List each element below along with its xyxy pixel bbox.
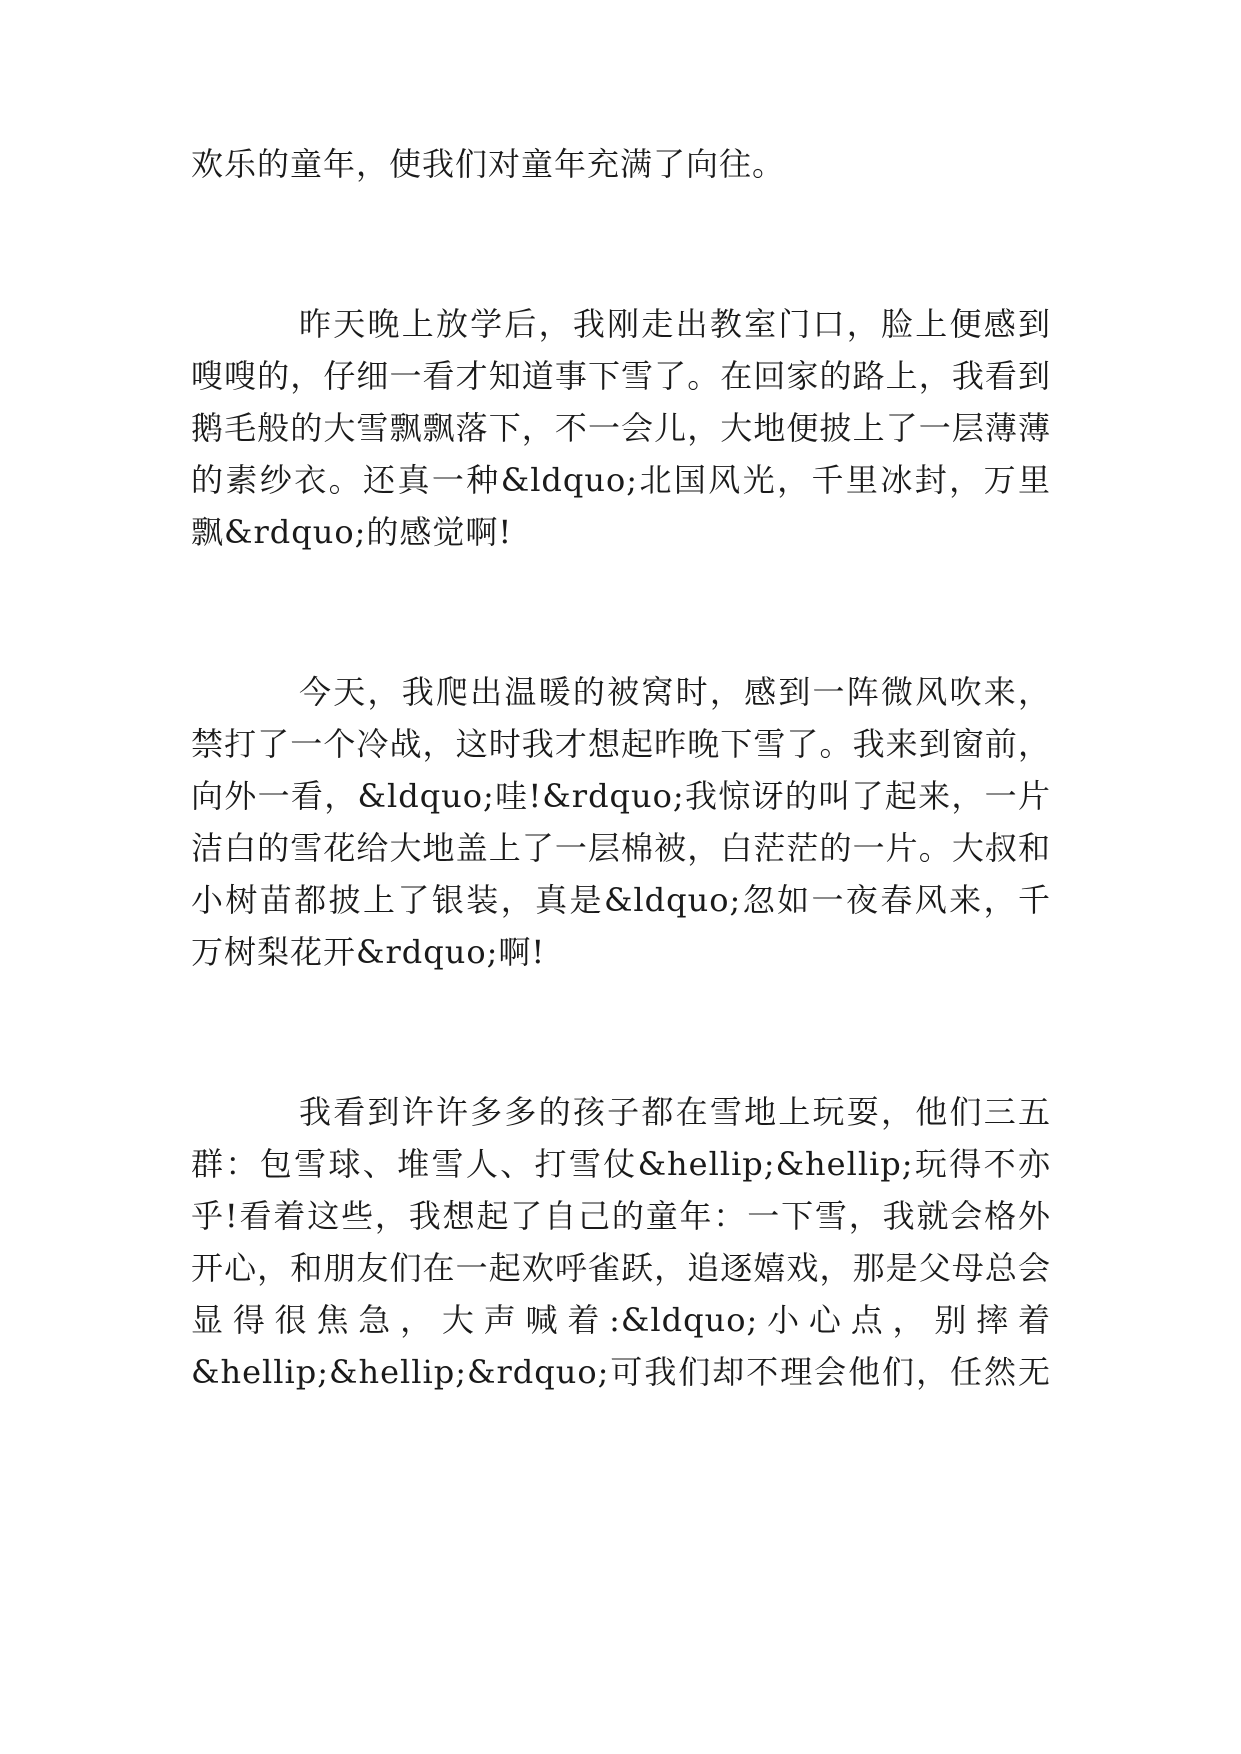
text-line: 嗖嗖的，仔细一看才知道事下雪了。在回家的路上，我看到	[191, 357, 1051, 395]
text-line: 我看到许许多多的孩子都在雪地上玩耍，他们三五	[299, 1093, 1051, 1131]
text-line: 显得很焦急，大声喊着:&ldquo;小心点，别摔着	[191, 1301, 1051, 1339]
text-line: 洁白的雪花给大地盖上了一层棉被，白茫茫的一片。大叔和	[191, 829, 1051, 867]
text-line: 昨天晚上放学后，我刚走出教室门口，脸上便感到	[299, 305, 1051, 343]
text-line: 小树苗都披上了银装，真是&ldquo;忽如一夜春风来，千	[191, 881, 1051, 919]
text-line: 的素纱衣。还真一种&ldquo;北国风光，千里冰封，万里	[191, 461, 1051, 499]
text-line: 飘&rdquo;的感觉啊!	[191, 513, 513, 551]
text-line: 乎!看着这些，我想起了自己的童年：一下雪，我就会格外	[191, 1197, 1051, 1235]
text-line: 向外一看，&ldquo;哇!&rdquo;我惊讶的叫了起来，一片	[191, 777, 1051, 815]
text-line: 禁打了一个冷战，这时我才想起昨晚下雪了。我来到窗前，	[191, 725, 1051, 763]
text-line: 万树梨花开&rdquo;啊!	[191, 933, 546, 971]
text-line: 开心，和朋友们在一起欢呼雀跃，追逐嬉戏，那是父母总会	[191, 1249, 1051, 1287]
text-line: 鹅毛般的大雪飘飘落下，不一会儿，大地便披上了一层薄薄	[191, 409, 1051, 447]
text-line: 群：包雪球、堆雪人、打雪仗&hellip;&hellip;玩得不亦	[191, 1145, 1051, 1183]
text-line: &hellip;&hellip;&rdquo;可我们却不理会他们，任然无	[191, 1353, 1051, 1391]
text-line: 欢乐的童年，使我们对童年充满了向往。	[191, 145, 786, 183]
text-line: 今天，我爬出温暖的被窝时，感到一阵微风吹来，	[299, 673, 1051, 711]
